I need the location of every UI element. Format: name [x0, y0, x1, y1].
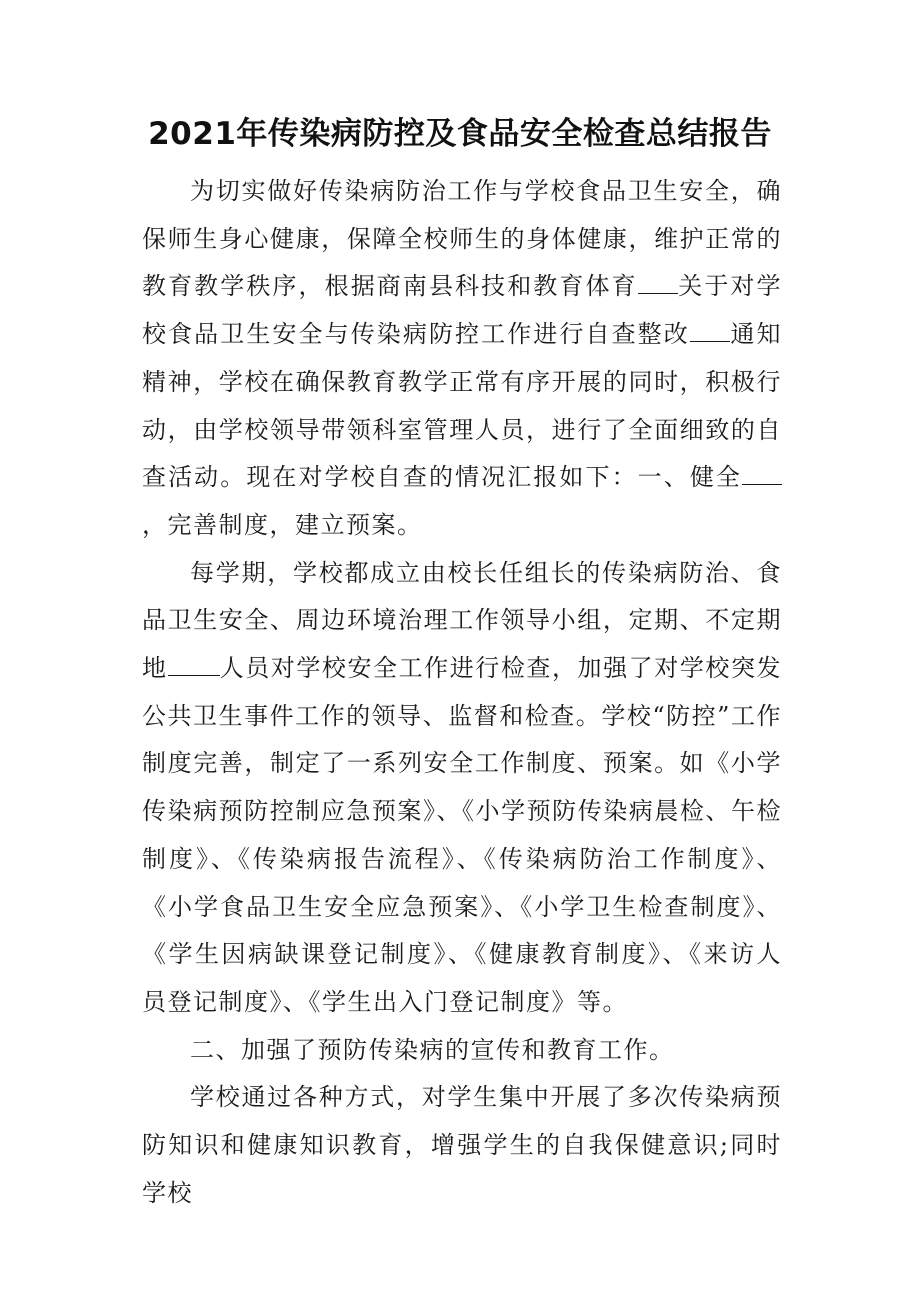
- blank-underline: [638, 268, 678, 294]
- document-body: [142, 168, 782, 1217]
- paragraph-intro: [142, 168, 782, 550]
- blank-underline: [742, 459, 782, 485]
- paragraph-text: 每学期，学校都成立由校长任组长的传染病防治、食品卫生安全、周边环境治理工作领导小组，定期、不定期地: [142, 558, 782, 683]
- paragraph-text: 人员对学校安全工作进行检查，加强了对学校突发公共卫生事件工作的领导、监督和检查。学校“防控”工作制度完善，制定了一系列安全工作制度、预案。如《小学传染病预防控制应急预案》、《小学预防传染病晨检、午检制度》、《传染病报告流程》、《传染病防治工作制度》、《小学食品卫生安全应急预案》、《小学卫生检查制度》、《学生因病缺课登记制度》、《健康教育制度》、《来访人员登记制度》、《学生出入门登记制度》等。: [142, 654, 783, 1016]
- blank-underline: [168, 650, 220, 676]
- blank-underline: [690, 316, 730, 342]
- paragraph-text: 通知精神，学校在确保教育教学正常有序开展的同时，积极行动，由学校领导带领科室管理人员，进行了全面细致的自查活动。现在对学校自查的情况汇报如下：一、健全: [142, 320, 783, 492]
- paragraph-text: 关于对学校食品卫生安全与传染病防控工作进行自查整改: [142, 272, 783, 349]
- paragraph-text: 为切实做好传染病防治工作与学校食品卫生安全，确保师生身心健康，保障全校师生的身体健康，维护正常的教育教学秩序，根据商南县科技和教育体育: [142, 177, 782, 301]
- document-title: 2021年传染病防控及食品安全检查总结报告: [148, 116, 772, 152]
- section-heading-publicity: 二、加强了预防传染病的宣传和教育工作。: [190, 1035, 675, 1064]
- paragraph-leadership: [142, 550, 782, 1027]
- paragraph-text: ，完善制度，建立预案。: [142, 510, 423, 539]
- paragraph-education: 学校通过各种方式，对学生集中开展了多次传染病预防知识和健康知识教育，增强学生的自我保健意识;同时学校: [142, 1083, 782, 1207]
